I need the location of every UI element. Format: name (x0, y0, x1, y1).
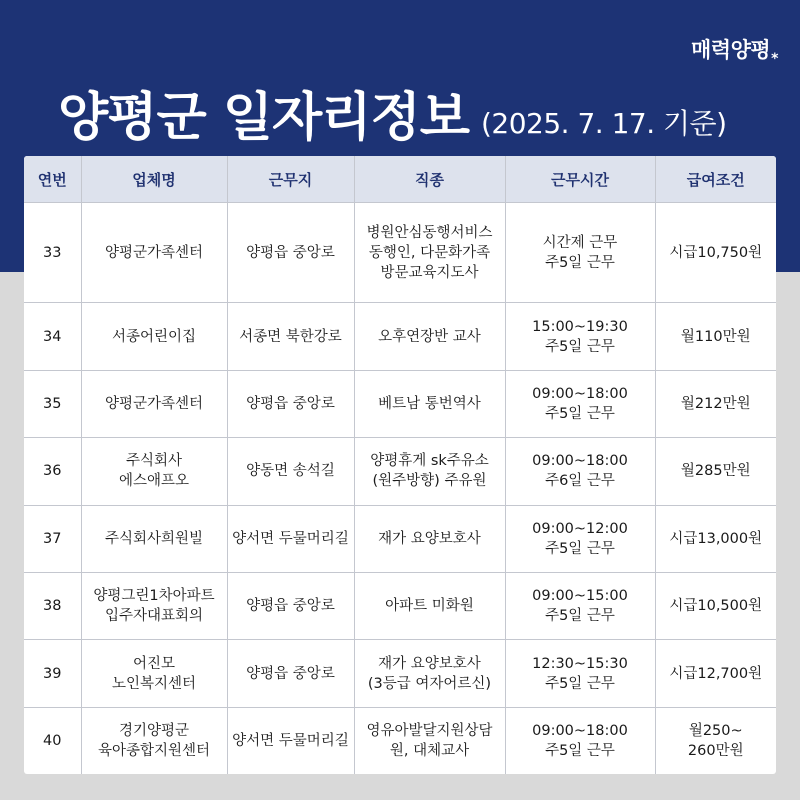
table-row (24, 303, 776, 370)
cell-job: 아파트 미화원 (354, 573, 505, 640)
cell-no: 37 (24, 505, 81, 572)
table-row (24, 203, 776, 303)
cell-hours: 12:30~15:30 주5일 근무 (505, 640, 655, 707)
cell-pay: 시급12,700원 (655, 640, 776, 707)
cell-job: 베트남 통번역사 (354, 370, 505, 437)
cell-company: 서종어린이집 (81, 303, 227, 370)
cell-company: 어진모 노인복지센터 (81, 640, 227, 707)
cell-hours: 09:00~18:00 주5일 근무 (505, 707, 655, 774)
cell-job: 병원안심동행서비스 동행인, 다문화가족 방문교육지도사 (354, 203, 505, 303)
cell-pay: 월285만원 (655, 438, 776, 505)
cell-hours: 09:00~18:00 주6일 근무 (505, 438, 655, 505)
cell-location: 서종면 북한강로 (227, 303, 354, 370)
cell-company: 양평군가족센터 (81, 370, 227, 437)
col-header-job: 직종 (354, 156, 505, 203)
cell-company: 주식회사희원빌 (81, 505, 227, 572)
brand-text: 매력양평 (691, 38, 771, 62)
cell-no: 39 (24, 640, 81, 707)
cell-location: 양평읍 중앙로 (227, 370, 354, 437)
table-row (24, 370, 776, 437)
job-table (24, 156, 776, 774)
cell-job: 오후연장반 교사 (354, 303, 505, 370)
cell-job: 재가 요양보호사 (354, 505, 505, 572)
job-table-card (24, 156, 776, 774)
cell-pay: 시급10,750원 (655, 203, 776, 303)
col-header-company: 업체명 (81, 156, 227, 203)
cell-location: 양평읍 중앙로 (227, 203, 354, 303)
cell-no: 36 (24, 438, 81, 505)
cell-hours: 15:00~19:30 주5일 근무 (505, 303, 655, 370)
cell-company: 경기양평군 육아종합지원센터 (81, 707, 227, 774)
cell-company: 양평군가족센터 (81, 203, 227, 303)
cell-pay: 시급10,500원 (655, 573, 776, 640)
cell-location: 양서면 두물머리길 (227, 505, 354, 572)
cell-job: 재가 요양보호사 (3등급 여자어르신) (354, 640, 505, 707)
col-header-no: 연번 (24, 156, 81, 203)
cell-company: 양평그린1차아파트 입주자대표회의 (81, 573, 227, 640)
cell-job: 영유아발달지원상담 원, 대체교사 (354, 707, 505, 774)
cell-no: 40 (24, 707, 81, 774)
col-header-hours: 근무시간 (505, 156, 655, 203)
reference-date: (2025. 7. 17. 기준) (480, 107, 727, 140)
cell-pay: 월110만원 (655, 303, 776, 370)
cell-no: 38 (24, 573, 81, 640)
table-row (24, 438, 776, 505)
cell-job: 양평휴게 sk주유소 (원주방향) 주유원 (354, 438, 505, 505)
page-title: 양평군 일자리정보 (58, 88, 469, 148)
cell-location: 양서면 두물머리길 (227, 707, 354, 774)
cell-no: 34 (24, 303, 81, 370)
cell-hours: 시간제 근무 주5일 근무 (505, 203, 655, 303)
cell-pay: 월250~ 260만원 (655, 707, 776, 774)
cell-hours: 09:00~12:00 주5일 근무 (505, 505, 655, 572)
brand-logo (691, 34, 778, 67)
table-header-row (24, 156, 776, 203)
col-header-pay: 급여조건 (655, 156, 776, 203)
cell-pay: 월212만원 (655, 370, 776, 437)
cell-no: 35 (24, 370, 81, 437)
table-row (24, 640, 776, 707)
cell-location: 양평읍 중앙로 (227, 573, 354, 640)
cell-hours: 09:00~18:00 주5일 근무 (505, 370, 655, 437)
cell-location: 양동면 송석길 (227, 438, 354, 505)
cell-pay: 시급13,000원 (655, 505, 776, 572)
col-header-location: 근무지 (227, 156, 354, 203)
cell-location: 양평읍 중앙로 (227, 640, 354, 707)
table-row (24, 505, 776, 572)
cell-company: 주식회사 에스애프오 (81, 438, 227, 505)
cell-no: 33 (24, 203, 81, 303)
title-block (58, 80, 727, 150)
star-icon: * (771, 51, 778, 67)
cell-hours: 09:00~15:00 주5일 근무 (505, 573, 655, 640)
table-row (24, 573, 776, 640)
table-row (24, 707, 776, 774)
